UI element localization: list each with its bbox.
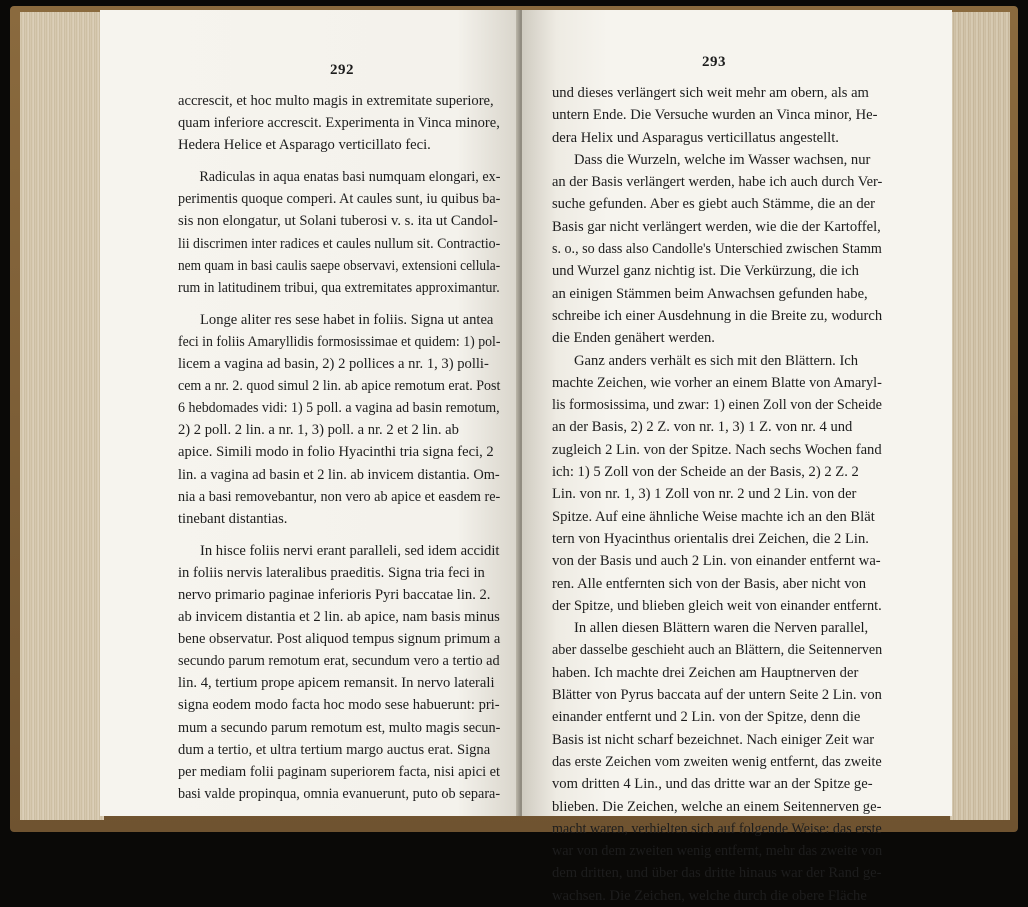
text-line: untern Ende. Die Versuche wurden an Vinca minor, He- (552, 107, 878, 124)
page-number: 292 (330, 62, 354, 78)
text-line: wachsen. Die Zeichen, welche durch die obere Fläche (552, 887, 867, 904)
text-line: feci in foliis Amaryllidis formosissimae et quidem: 1) pol- (178, 333, 501, 350)
text-line: quam inferiore accrescit. Experimenta in Vinca minore, (178, 115, 500, 132)
text-line: haben. Ich machte drei Zeichen am Hauptnerven der (552, 664, 859, 681)
paragraph-gap (178, 530, 500, 540)
page-edges-left (20, 12, 104, 820)
text-line: und Wurzel ganz nichtig ist. Die Verkürzung, die ich (552, 263, 859, 280)
left-page (100, 10, 520, 816)
right-page (522, 10, 952, 904)
text-line: und dieses verlängert sich weit mehr am obern, als am (552, 85, 869, 101)
text-line: tern von Hyacinthus orientalis drei Zeichen, die 2 Lin. (552, 530, 869, 547)
text-line: Lin. von nr. 1, 3) 1 Zoll von nr. 2 und 2 Lin. von der (552, 486, 857, 503)
text-line: tinebant distantias. (178, 510, 288, 527)
text-line: in foliis nervis lateralibus praeditis. Signa tria feci in (178, 564, 485, 581)
text-line: aber dasselbe geschieht auch an Blättern, die Seitennerven (552, 642, 883, 659)
text-line: war von dem zweiten wenig entfernt, mehr das zweite von (552, 843, 883, 860)
text-line: schreibe ich einer Ausdehnung in die Breite zu, wodurch (552, 307, 883, 324)
text-line: Longe aliter res sese habet in foliis. Signa ut antea (200, 311, 494, 328)
text-line: rum in latitudinem tribui, qua extremitates approximantur. (178, 279, 500, 296)
text-line: zugleich 2 Lin. von der Spitze. Nach sechs Wochen fand (552, 441, 882, 458)
page-text (552, 82, 882, 907)
text-line: einander entfernt und 2 Lin. von der Spitze, denn die (552, 709, 861, 726)
page-text (178, 90, 500, 805)
text-line: secundo parum remotum erat, secundum vero a tertio ad (178, 653, 500, 670)
text-line: dem dritten, und über das dritte hinaus war der Rand ge- (552, 865, 882, 882)
text-line: cem a nr. 2. quod simul 2 lin. ab apice remotum erat. Post (178, 378, 501, 395)
text-line: ab invicem distantia et 2 lin. ab apice, nam basis minus (178, 609, 500, 626)
paragraph-gap (178, 299, 500, 309)
text-line: signa eodem modo facta hoc modo sese habuerunt: pri- (178, 697, 500, 714)
text-line: ich: 1) 5 Zoll von der Scheide an der Basis, 2) 2 Z. 2 (552, 464, 859, 481)
text-line: dera Helix und Asparagus verticillatus angestellt. (552, 129, 839, 146)
text-line: per mediam folii paginam superiorem facta, nisi apici et (178, 763, 501, 780)
text-line: von der Basis und auch 2 Lin. von einander entfernt wa- (552, 553, 881, 570)
text-line: Radiculas in aqua enatas basi numquam elongari, ex- (199, 169, 501, 186)
text-line: Basis ist nicht scharf bezeichnet. Nach einiger Zeit war (552, 731, 875, 748)
text-line: machte Zeichen, wie vorher an einem Blatte von Amaryl- (552, 374, 882, 391)
text-line: apice. Simili modo in folio Hyacinthi tria signa feci, 2 (178, 444, 494, 461)
text-line: basi valde propinqua, omnia evanuerunt, puto ob separa- (178, 785, 501, 802)
text-line: ren. Alle entfernten sich von der Basis, aber nicht von (552, 575, 867, 592)
text-line: lis formosissima, und zwar: 1) einen Zoll von der Scheide (552, 397, 883, 414)
text-line: lii discrimen inter radices et caules nullum sit. Contractio- (178, 235, 501, 252)
text-line: suche gefunden. Aber es giebt auch Stämme, die an der (552, 196, 875, 213)
text-line: dum a tertio, et ultra tertium margo auctus erat. Signa (178, 741, 491, 758)
text-line: In hisce foliis nervi erant paralleli, sed idem accidit (200, 542, 500, 559)
text-line: nia a basi removebantur, non vero ab apice et easdem re- (178, 488, 501, 505)
text-line: Dass die Wurzeln, welche im Wasser wachsen, nur (574, 151, 871, 168)
text-line: perimentis quoque comperi. At caules sunt, iu quibus ba- (178, 191, 501, 208)
text-line: die Enden genähert werden. (552, 330, 715, 347)
page-number: 293 (702, 54, 726, 70)
text-line: In allen diesen Blättern waren die Nerven parallel, (574, 620, 869, 637)
text-line: blieben. Die Zeichen, welche an einem Seitennerven ge- (552, 798, 882, 815)
text-line: der Spitze, und blieben gleich weit von einander entfernt. (552, 597, 882, 614)
text-line: an der Basis, 2) 2 Z. von nr. 1, 3) 1 Z. von nr. 4 und (552, 419, 853, 436)
text-line: Spitze. Auf eine ähnliche Weise machte ich an den Blät (552, 508, 875, 525)
text-line: licem a vagina ad basin, 2) 2 pollices a nr. 1, 3) polli- (178, 356, 489, 373)
text-line: bene observatur. Post aliquod tempus signum primum a (178, 631, 501, 648)
text-line: Hedera Helice et Asparago verticillato feci. (178, 137, 431, 154)
text-line: mum a secundo parum remotum est, multo magis secun- (178, 719, 501, 736)
text-line: 2) 2 poll. 2 lin. a nr. 1, 3) poll. a nr. 2 et 2 lin. ab (178, 422, 459, 439)
text-line: Basis gar nicht verlängert werden, wie die der Kartoffel, (552, 218, 881, 235)
text-line: sis non elongatur, ut Solani tuberosi v. s. ita ut Candol- (178, 213, 498, 230)
text-line: vom dritten 4 Lin., und das dritte war an der Spitze ge- (552, 776, 873, 793)
text-line: das erste Zeichen vom zweiten wenig entfernt, das zweite (552, 753, 882, 770)
text-line: s. o., so dass also Candolle's Unterschied zwischen Stamm (552, 241, 882, 258)
text-line: Ganz anders verhält es sich mit den Blättern. Ich (574, 352, 859, 369)
paragraph-gap (178, 156, 500, 166)
text-line: an der Basis verlängert werden, habe ich auch durch Ver- (552, 174, 883, 191)
text-line: an einigen Stämmen beim Anwachsen gefunden habe, (552, 285, 868, 302)
text-line: 6 hebdomades vidi: 1) 5 poll. a vagina ad basin remotum, (178, 400, 500, 417)
page-edges-right (950, 12, 1010, 820)
text-line: nem quam in basi caulis saepe observavi, extensioni cellula- (178, 257, 501, 274)
text-line: lin. a vagina ad basin et 2 lin. ab invicem distantia. Om- (178, 466, 500, 483)
text-line: macht waren, verhielten sich auf folgende Weise: das erste (552, 820, 882, 837)
text-line: accrescit, et hoc multo magis in extremitate superiore, (178, 93, 494, 109)
text-line: nervo primario paginae inferioris Pyri baccatae lin. 2. (178, 586, 491, 603)
text-line: lin. 4, tertium prope apicem remansit. In nervo laterali (178, 675, 495, 692)
text-line: Blätter von Pyrus baccata auf der untern Seite 2 Lin. von (552, 687, 882, 704)
